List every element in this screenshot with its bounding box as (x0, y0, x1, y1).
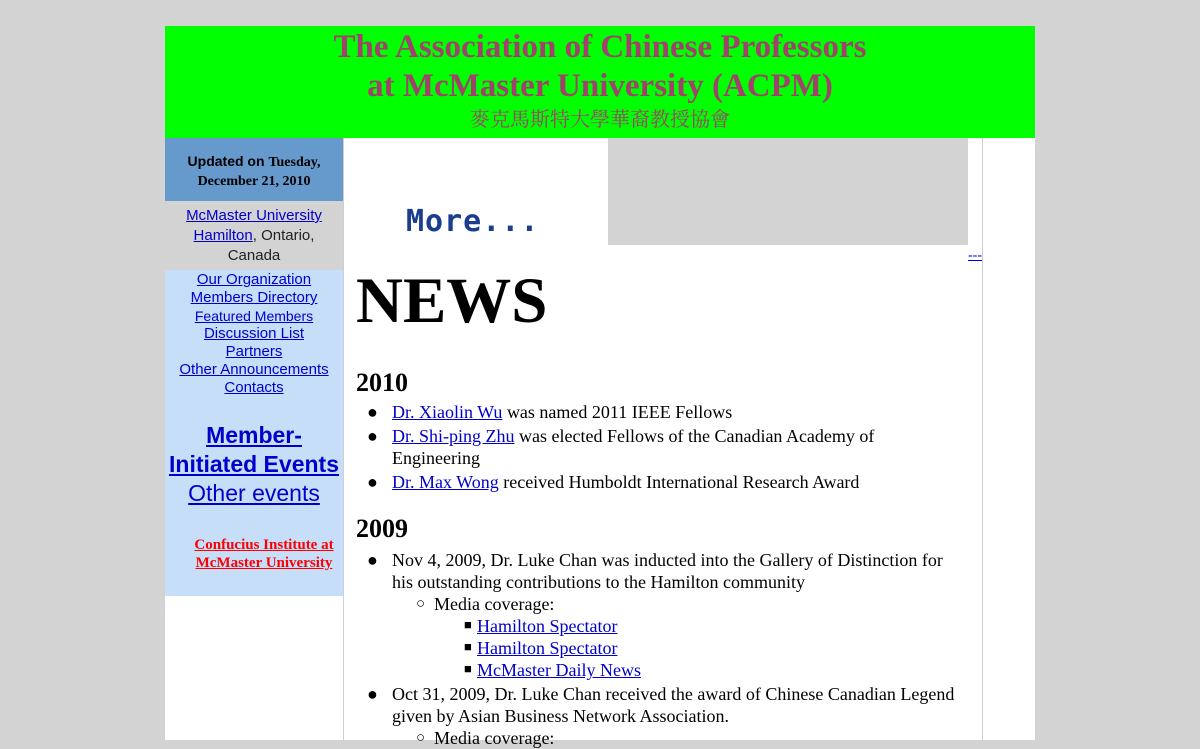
page (165, 26, 1035, 748)
sidebar (165, 138, 343, 740)
mcmaster-daily-news-link[interactable]: McMaster Daily News (477, 660, 641, 680)
item-text: was elected Fellows of the Canadian Academy of Engineering (392, 426, 875, 468)
updated-day: Tuesday, (268, 155, 321, 170)
location-country: Canada (227, 247, 281, 264)
list-item (344, 401, 964, 423)
news-list-2009 (344, 549, 964, 749)
list-item (344, 471, 964, 493)
banner-image-placeholder (608, 138, 968, 245)
media-coverage-item (344, 727, 964, 749)
circle-bullet-icon: ○ (416, 596, 426, 612)
news-heading: NEWS (356, 265, 548, 337)
circle-bullet-icon: ○ (416, 730, 426, 746)
more-banner[interactable]: More... (406, 204, 540, 239)
main-content (343, 138, 983, 748)
title-line-1: The Association of Chinese Professors (333, 29, 867, 65)
bullet-icon: ● (367, 472, 378, 492)
nav-partners[interactable]: Partners (225, 343, 283, 360)
dashes-link[interactable]: --- (968, 248, 982, 263)
media-link-item (344, 637, 964, 659)
mcmaster-link[interactable]: McMaster University (186, 207, 322, 224)
updated-box (165, 138, 343, 201)
news-list-2010 (344, 401, 964, 493)
bullet-icon: ● (367, 426, 378, 446)
chinese-title: 麥克馬斯特大學華裔教授協會 (470, 109, 730, 131)
site-title (165, 28, 1035, 106)
updated-label: Updated on (187, 153, 269, 169)
bullet-icon: ● (367, 550, 378, 570)
location-box (165, 201, 343, 271)
nav-featured-members[interactable]: Featured Members (194, 308, 314, 324)
shi-ping-zhu-link[interactable]: Dr. Shi-ping Zhu (392, 426, 515, 446)
member-initiated-events-link[interactable]: Member-Initiated Events (169, 422, 339, 477)
list-item (344, 425, 964, 469)
confucius-block (165, 536, 343, 572)
events-links (165, 421, 343, 508)
nav-our-organization[interactable]: Our Organization (196, 271, 312, 288)
item-text: received Humboldt International Research Award (498, 472, 860, 492)
year-2009-heading: 2009 (356, 514, 408, 543)
square-bullet-icon: ■ (464, 639, 472, 654)
nav-other-announcements[interactable]: Other Announcements (179, 361, 329, 378)
confucius-institute-link[interactable]: Confucius Institute at McMaster University (194, 537, 334, 571)
list-item (344, 683, 964, 727)
other-events-link[interactable]: Other events (188, 480, 320, 506)
square-bullet-icon: ■ (464, 661, 472, 676)
hamilton-spectator-link-2[interactable]: Hamilton Spectator (477, 638, 618, 658)
media-coverage-item (344, 593, 964, 615)
item-text: was named 2011 IEEE Fellows (502, 402, 733, 422)
media-link-item (344, 615, 964, 637)
year-2010-heading: 2010 (356, 368, 408, 397)
bullet-icon: ● (367, 684, 378, 704)
media-link-item (344, 659, 964, 681)
media-coverage-label: Media coverage: (434, 594, 555, 614)
updated-date: December 21, 2010 (197, 174, 311, 189)
nav-discussion-list[interactable]: Discussion List (203, 325, 305, 342)
xiaolin-wu-link[interactable]: Dr. Xiaolin Wu (392, 402, 503, 422)
list-item (344, 549, 964, 593)
item-text: Oct 31, 2009, Dr. Luke Chan received the award of Chinese Canadian Legend given by Asian Business Network Association. (392, 684, 955, 726)
item-text: Nov 4, 2009, Dr. Luke Chan was inducted into the Gallery of Distinction for his outstanding contributions to the Hamilton community (392, 550, 943, 592)
nav-box (165, 270, 343, 596)
nav-contacts[interactable]: Contacts (224, 379, 284, 396)
bullet-icon: ● (367, 402, 378, 422)
site-header (165, 26, 1035, 138)
nav-menu (165, 270, 343, 397)
hamilton-spectator-link-1[interactable]: Hamilton Spectator (477, 616, 618, 636)
location-province: , Ontario, (252, 227, 315, 244)
square-bullet-icon: ■ (464, 617, 472, 632)
hamilton-link[interactable]: Hamilton (193, 227, 253, 244)
max-wong-link[interactable]: Dr. Max Wong (392, 472, 499, 492)
title-line-2: at McMaster University (ACPM) (367, 68, 833, 104)
media-coverage-label: Media coverage: (434, 728, 555, 748)
nav-members-directory[interactable]: Members Directory (190, 289, 318, 306)
